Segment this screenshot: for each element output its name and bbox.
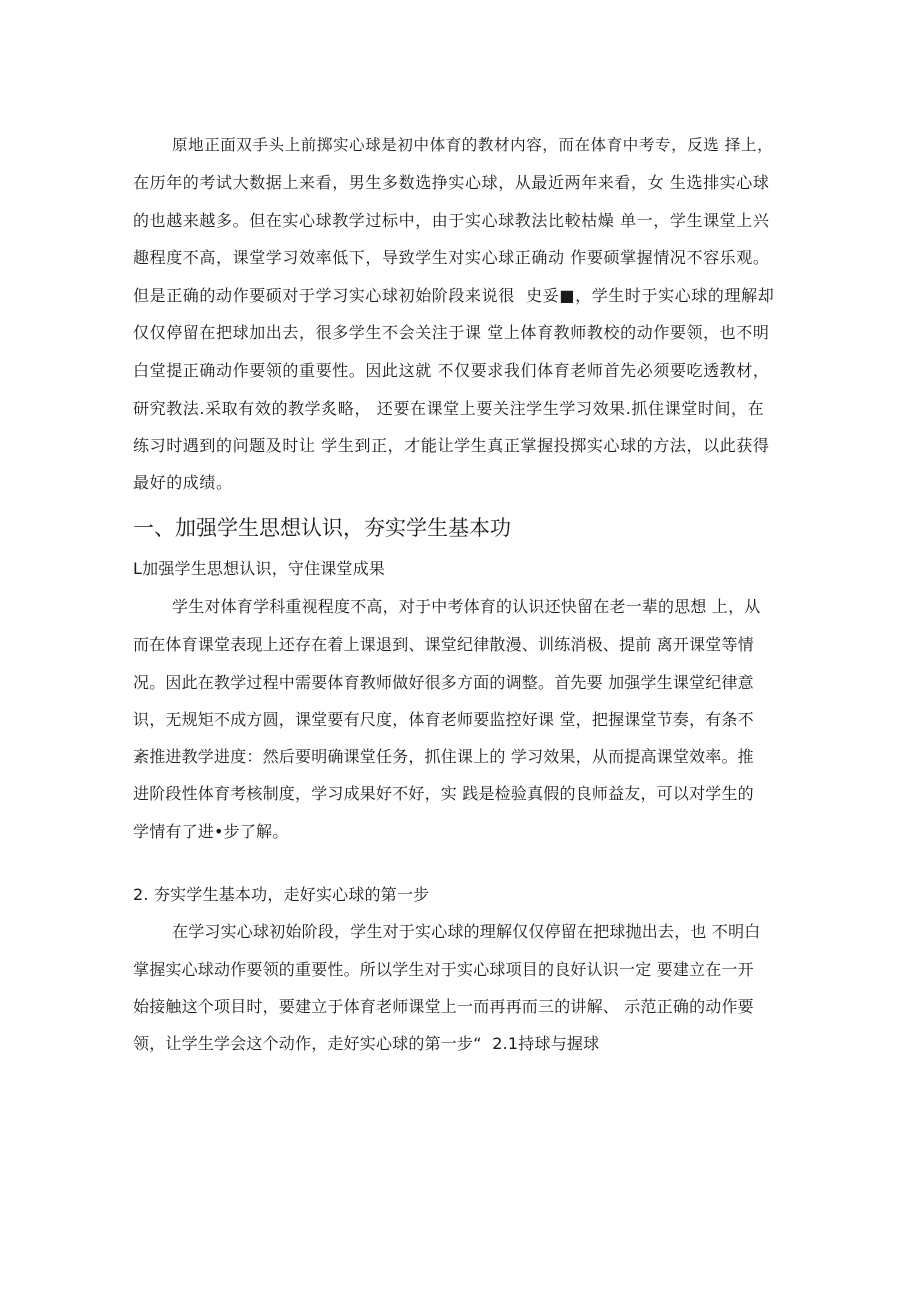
paragraph-1-line-4: 趣程度不高，课堂学习效率低下，导致学生对实心球正确动 作要硕掌握情况不容乐观。	[133, 248, 770, 267]
paragraph-1-line-9: 练习时遇到的问题及时让 学生到正，才能让学生真正掌握投掷实心球的方法，以此获得	[133, 436, 770, 455]
section-1-paragraph-line-2: 而在体育课堂表现上还存在着上课退到、课堂纪律散漫、训练消极、提前 离开课堂等情	[133, 635, 754, 654]
section-1-paragraph-line-4: 识，无规矩不成方圆，课堂要有尺度，体育老师要监控好课 堂，把握课堂节奏，有条不	[133, 710, 754, 729]
section-1-paragraph-line-6: 进阶段性体育考核制度，学习成果好不好，实 践是检验真假的良师益友，可以对学生的	[133, 784, 754, 803]
section-1-title: 一、加强学生思想认识，夯实学生基本功	[133, 516, 511, 540]
section-1-paragraph-2-line-4: 领，让学生学会这个动作，走好实心球的第一步“ 2.1持球与握球	[133, 1034, 600, 1053]
paragraph-1-line-10: 最好的成绩。	[133, 473, 233, 492]
paragraph-1-line-5: 但是正确的动作要硕对于学习实心球初始阶段来说很 史妥■，学生时于实心球的理解却	[133, 286, 775, 305]
paragraph-1-line-8: 研究教法.采取有效的教学炙略， 还要在课堂上要关注学生学习效果.抓住课堂时间，在	[133, 399, 765, 418]
section-1-paragraph-line-1: 学生对体育学科重视程度不高，对于中考体育的认识还快留在老一辈的思想 上，从	[172, 597, 761, 616]
paragraph-1-line-6: 仅仅停留在把球加出去，很多学生不会关注于课 堂上体育教师教校的动作要领，也不明	[133, 323, 770, 342]
section-1-paragraph-line-5: 紊推进教学进度：然后要明确课堂任务，抓住课上的 学习效果，从而提高课堂效率。推	[133, 747, 754, 766]
paragraph-1-line-2: 在历年的考试大数据上来看，男生多数选挣实心球，从最近两年来看，女 生选排实心球	[133, 173, 770, 192]
section-1-paragraph-2-line-1: 在学习实心球初始阶段，学生对于实心球的理解仅仅停留在把球抛出去，也 不明白	[172, 922, 761, 941]
subheading-1: L加强学生思想认识，守住课堂成果	[133, 559, 386, 578]
paragraph-1-line-7: 白堂提正确动作要领的重要性。因此这就 不仅要求我们体育老师首先必须要吃透教材，	[133, 361, 770, 380]
section-1-paragraph-line-7: 学情有了进•步了解。	[133, 822, 289, 841]
paragraph-1-line-3: 的也越来越多。但在实心球教学过标中，由于实心球教法比較枯燥 单一，学生课堂上兴	[133, 211, 770, 230]
paragraph-1-line-1: 原地正面双手头上前掷实心球是初中体育的教材内容，而在体育中考专，反选 择上，	[172, 136, 774, 154]
section-1-paragraph-line-3: 况。因此在教学过程中需要体育教师做好很多方面的调整。首先要 加强学生课堂纪律意	[133, 673, 754, 692]
section-1-paragraph-2-line-2: 掌握实心球动作要领的重要性。所以学生对于实心球项目的良好认识一定 要建立在一开	[133, 960, 754, 979]
section-1-paragraph-2-line-3: 始接触这个项目时，要建立于体育老师课堂上一而再再而三的讲解、 示范正确的动作要	[133, 997, 754, 1016]
subheading-2: 2. 夯实学生基本功，走好实心球的第一步	[133, 885, 430, 904]
